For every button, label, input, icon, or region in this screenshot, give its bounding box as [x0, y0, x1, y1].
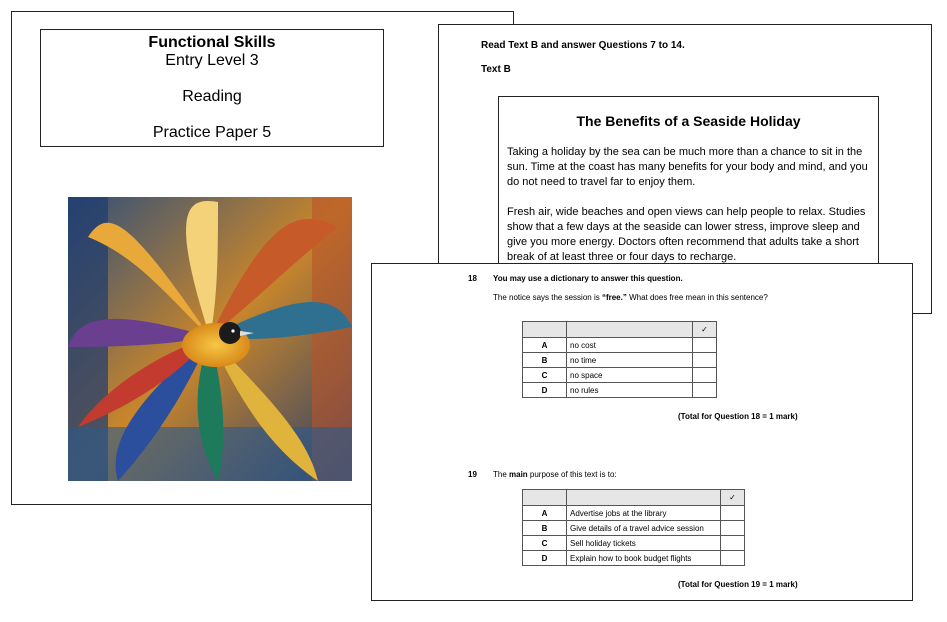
question-19-text: The main purpose of this text is to: — [493, 470, 617, 479]
answer-option: no cost — [567, 338, 693, 353]
questions-page — [371, 263, 913, 601]
answer-letter: D — [523, 383, 567, 398]
answer-row — [523, 551, 745, 566]
answer-row — [523, 383, 717, 398]
answer-letter: A — [523, 338, 567, 353]
answer-tick-box[interactable] — [721, 521, 745, 536]
question-18-answer-table — [522, 321, 717, 398]
answer-row — [523, 521, 745, 536]
answer-row — [523, 536, 745, 551]
article-paragraph: Fresh air, wide beaches and open views can help people to relax. Studies show that a few days at the seaside can lower stress, improve sleep and give you more energy. Doctors often recommend that adults take a short break of at least three or four days to recharge. — [507, 206, 866, 263]
text-label: Text B — [481, 64, 511, 75]
question-18-total: (Total for Question 18 = 1 mark) — [678, 412, 798, 421]
answer-letter: D — [523, 551, 567, 566]
answer-letter: C — [523, 368, 567, 383]
cover-level: Entry Level 3 — [165, 52, 259, 69]
cover-paper-number: Practice Paper 5 — [152, 124, 272, 141]
cover-title-box — [40, 29, 384, 147]
answer-tick-box[interactable] — [721, 536, 745, 551]
answer-tick-box[interactable] — [693, 383, 717, 398]
reading-instruction: Read Text B and answer Questions 7 to 14. — [481, 40, 685, 51]
answer-letter: C — [523, 536, 567, 551]
question-18-instruction: You may use a dictionary to answer this question. — [493, 274, 683, 283]
answer-tick-box[interactable] — [693, 353, 717, 368]
abstract-bird-artwork — [68, 197, 352, 481]
question-19-number: 19 — [468, 470, 477, 479]
answer-option: no rules — [567, 383, 693, 398]
answer-letter: A — [523, 506, 567, 521]
answer-row — [523, 506, 745, 521]
article-title: The Benefits of a Seaside Holiday — [576, 113, 801, 129]
answer-row — [523, 353, 717, 368]
answer-option: Give details of a travel advice session — [567, 521, 721, 536]
cover-title: Functional Skills — [148, 34, 276, 51]
answer-option: Sell holiday tickets — [567, 536, 721, 551]
answer-option: no time — [567, 353, 693, 368]
tick-header: ✓ — [721, 490, 745, 506]
answer-tick-box[interactable] — [693, 368, 717, 383]
answer-letter: B — [523, 521, 567, 536]
answer-row — [523, 368, 717, 383]
answer-option: Explain how to book budget flights — [567, 551, 721, 566]
cover-subject: Reading — [182, 88, 242, 105]
answer-option: Advertise jobs at the library — [567, 506, 721, 521]
question-19-answer-table — [522, 489, 745, 566]
answer-option: no space — [567, 368, 693, 383]
answer-letter: B — [523, 353, 567, 368]
question-18-text: The notice says the session is “free.” What does free mean in this sentence? — [493, 293, 768, 302]
question-19-total: (Total for Question 19 = 1 mark) — [678, 580, 798, 589]
answer-tick-box[interactable] — [721, 551, 745, 566]
article-paragraph: Taking a holiday by the sea can be much more than a chance to sit in the sun. Time at the coast has many benefits for your body and mind, and you do not need to travel far to enjoy them. — [507, 146, 868, 188]
answer-row — [523, 338, 717, 353]
question-18-number: 18 — [468, 274, 477, 283]
answer-tick-box[interactable] — [721, 506, 745, 521]
answer-tick-box[interactable] — [693, 338, 717, 353]
tick-header: ✓ — [693, 322, 717, 338]
